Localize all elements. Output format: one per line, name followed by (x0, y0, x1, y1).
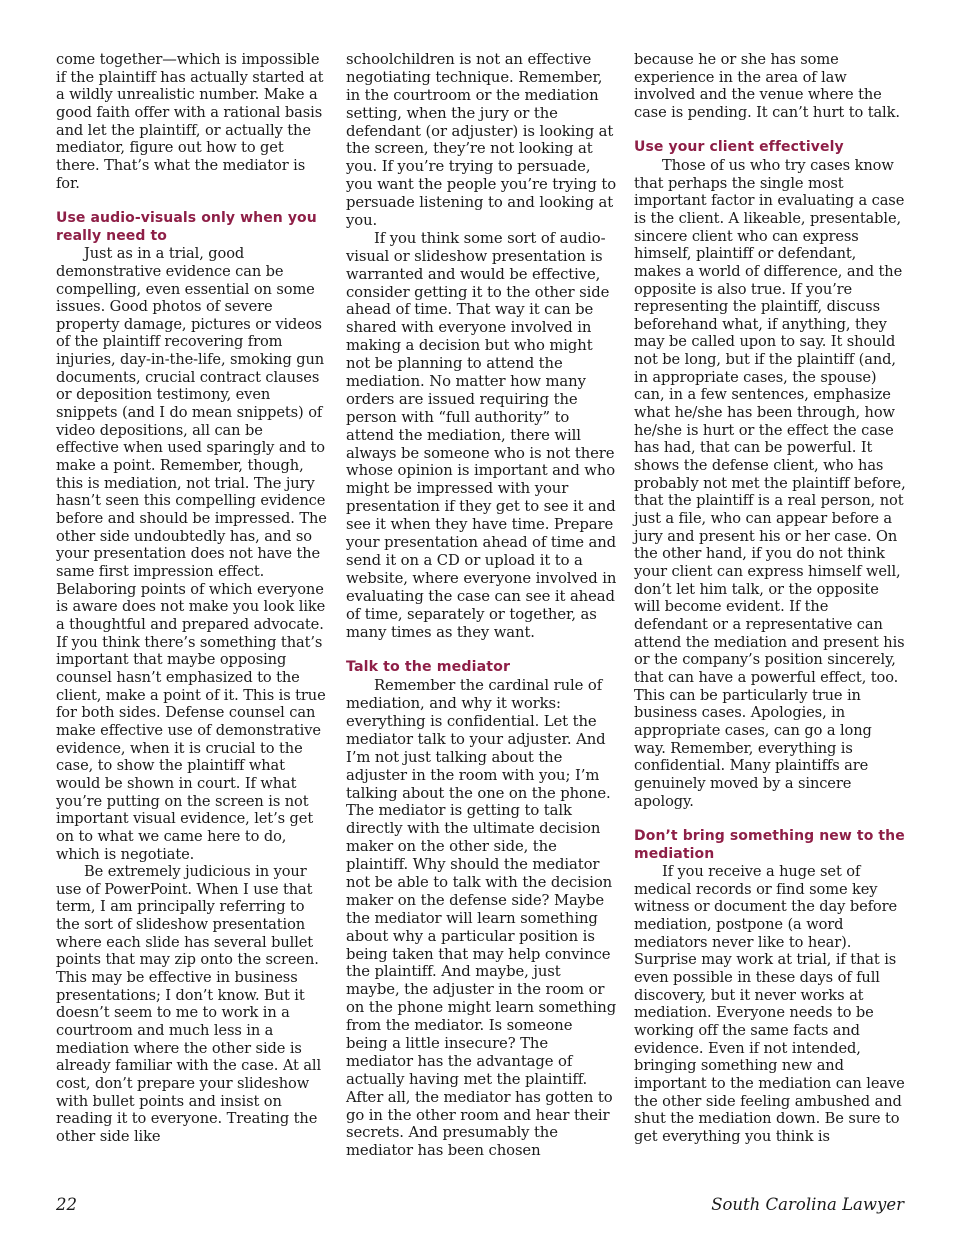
publication-name: South Carolina Lawyer (711, 1195, 904, 1214)
paragraph: If you think some sort of audio-visual or slideshow presentation is warranted and would be effective, consider getting it to the other side ahead of time. That way it can be shared with everyone involved in making a decision but who might not be planning to attend the mediation. No matter how many orders are issued requiring the person with “full authority” to attend the mediation, there will always be someone who is not there whose opinion is important and who might be impressed with your presentation if they get to see it and see it when they have time. Prepare your presentation ahead of time and send it on a CD or upload it to a website, where everyone involved in evaluating the case can see it ahead of time, separately or together, as many times as they want. (346, 229, 617, 641)
paragraph: Remember the cardinal rule of mediation, and why it works: everything is confidential. Let the mediator talk to your adjuster. And I’m not just talking about the adjuster in the room with you; I’m talking about the one on the phone. The mediator is getting to talk directly with the ultimate decision maker on the other side, the plaintiff. Why should the mediator not be able to talk with the decision maker on the defense side? Maybe the mediator will learn something about why a particular position is being taken that may help convince the plaintiff. And maybe, just maybe, the adjuster in the room or on the phone might learn something from the mediator. Is someone being a little insecure? The mediator has the advantage of actually having met the plaintiff. After all, the mediator has gotten to go in the other room and hear their secrets. And presumably the mediator has been chosen (346, 677, 617, 1160)
text-column-2 (346, 51, 618, 1160)
text-column-3 (634, 51, 906, 1146)
paragraph: If you receive a huge set of medical records or find some key witness or document the day before mediation, postpone (a word mediators never like to hear). Surprise may work at trial, if that is even possible in these days of full discovery, but it never works at mediation. Everyone needs to be working off the same facts and evidence. Even if not intended, bringing something new and important to the mediation can leave the other side feeling ambushed and shut the mediation down. Be sure to get everything you think is (634, 863, 905, 1145)
section-spacer (634, 810, 906, 828)
paragraph: come together—which is impossible if the plaintiff has actually started at a wildly unrealistic number. Make a good faith offer with a rational basis and let the plaintiff, or actually the mediator, figure out how to get there. That’s what the mediator is for. (56, 51, 324, 192)
page-number: 22 (56, 1195, 77, 1214)
section-spacer (634, 122, 906, 140)
section-spacer (346, 641, 618, 659)
paragraph: because he or she has some experience in the area of law involved and the venue where the case is pending. It can’t hurt to talk. (634, 51, 900, 121)
text-column-1 (56, 51, 328, 1146)
paragraph: Just as in a trial, good demonstrative evidence can be compelling, even essential on some issues. Good photos of severe property damage, pictures or videos of the plaintiff recovering from injuries, day-in-the-life, smoking gun documents, crucial contract clauses or deposition testimony, even snippets (and I do mean snippets) of video depositions, all can be effective when used sparingly and to make a point. Remember, though, this is mediation, not trial. The jury hasn’t seen this compelling evidence before and should be impressed. The other side undoubtedly has, and so your presentation does not have the same first impression effect. Belaboring points of which everyone is aware does not make you look like a thoughtful and prepared advocate. If you think there’s something that’s important that maybe opposing counsel hasn’t emphasized to the client, make a point of it. This is true for both sides. Defense counsel can make effective use of demonstrative evidence, when it is crucial to the case, to show the plaintiff what would be shown in court. If what you’re putting on the screen is not important visual evidence, let’s get on to what we came here to do, which is negotiate. (56, 245, 327, 863)
section-spacer (56, 192, 328, 210)
section-heading: Talk to the mediator (346, 659, 511, 676)
paragraph: Those of us who try cases know that perhaps the single most important factor in evaluating a case is the client. A likeable, presentable, sincere client who can express himself, plaintiff or defendant, makes a world of difference, and the opposite is also true. If you’re representing the plaintiff, discuss beforehand what, if anything, they may be called upon to say. It should not be long, but if the plaintiff (and, in appropriate cases, the spouse) can, in a few sentences, emphasize what he/she has been through, how he/she is hurt or the effect the case has had, that can be powerful. It shows the defense client, who has probably not met the plaintiff before, that the plaintiff is a real person, not just a file, who can appear before a jury and present his or her case. On the other hand, if you do not think your client can express himself well, don’t let him talk, or the opposite will become evident. If the defendant or a representative can attend the mediation and present his or the company’s position sincerely, that can have a powerful effect, too. This can be particularly true in business cases. Apologies, in appropriate cases, can go a long way. Remember, everything is confidential. Many plaintiffs are genuinely moved by a sincere apology. (634, 156, 906, 810)
paragraph: schoolchildren is not an effective negotiating technique. Remember, in the courtroom or the mediation setting, when the jury or the defendant (or adjuster) is looking at the screen, they’re not looking at you. If you’re trying to persuade, you want the people you’re trying to persuade listening to and looking at you. (346, 51, 617, 230)
paragraph: Be extremely judicious in your use of PowerPoint. When I use that term, I am principally referring to the sort of slideshow presentation where each slide has several bullet points that may zip onto the screen. This may be effective in business presentations; I don’t know. But it doesn’t seem to me to work in a courtroom and much less in a mediation where the other side is already familiar with the case. At all cost, don’t prepare your slideshow with bullet points and insist on reading it to everyone. Treating the other side like (56, 863, 322, 1146)
section-heading: Use audio-visuals only when you really need to (56, 209, 317, 244)
section-heading: Don’t bring something new to the mediation (634, 827, 905, 862)
section-heading: Use your client effectively (634, 139, 844, 156)
